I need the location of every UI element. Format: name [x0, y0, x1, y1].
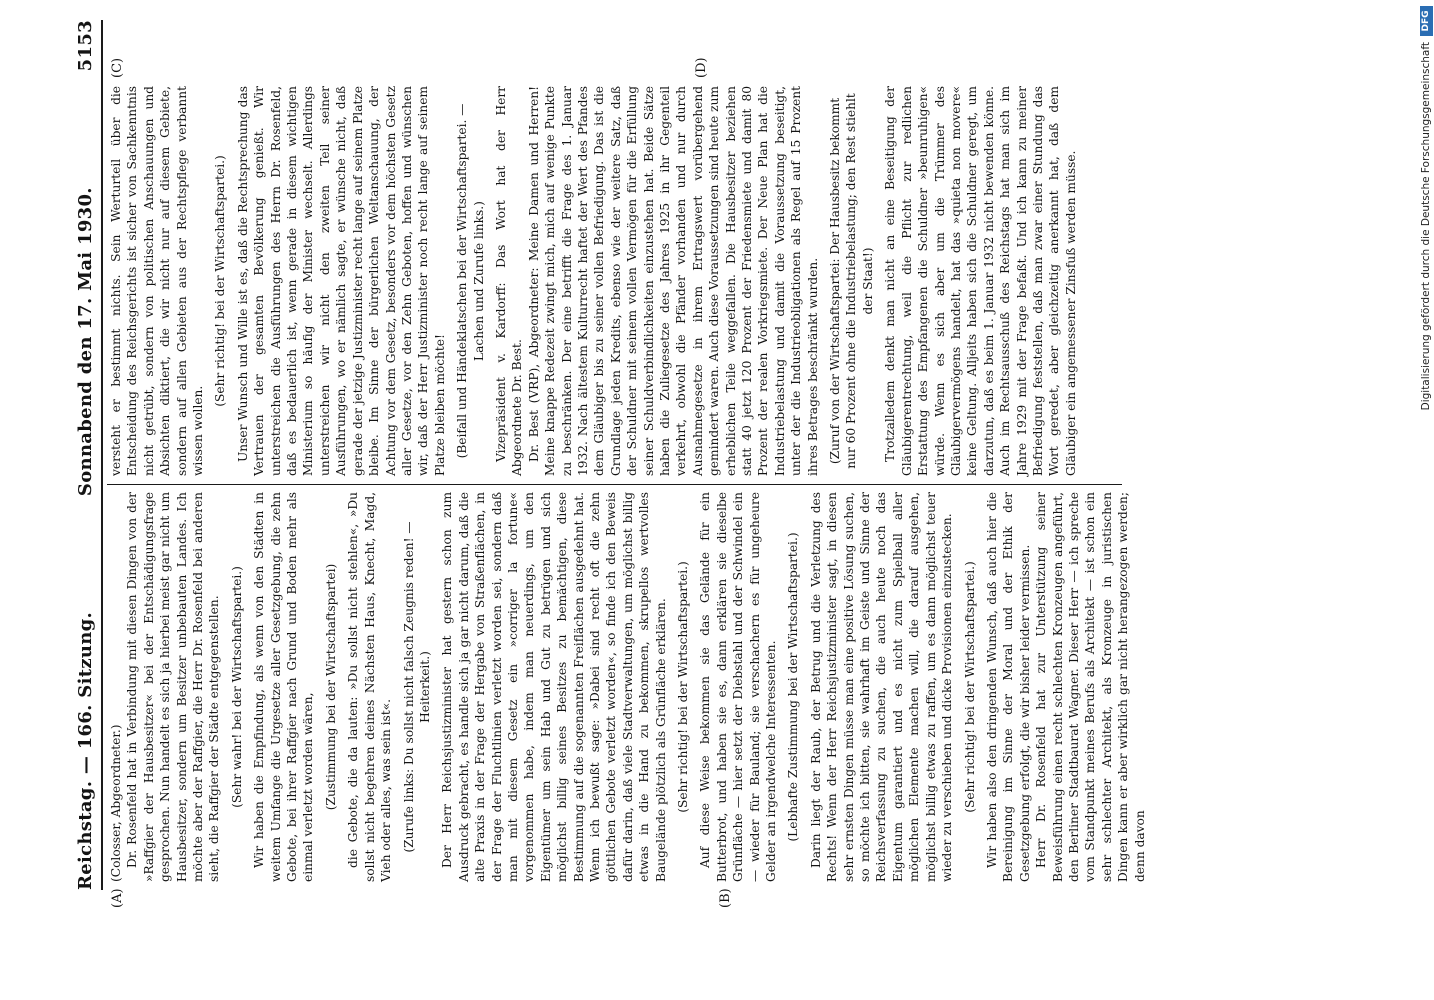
header-rule: [101, 20, 103, 890]
interjection: (Sehr richtig! bei der Wirtschaftspartei.): [676, 561, 690, 813]
margin-marker-d: (D): [694, 57, 709, 78]
page-number: 5153: [74, 20, 96, 72]
paragraph: Auf diese Weise bekommen sie das Gelände für ein Butterbrot, und haben sie es, dann erklären sie dieselbe Grünfläche — hier setzt der Diebstahl und der Schwindel ein — wieder für Bauland; sie verschachern es für ungeheure Gelder an irgendwelche Interessenten.: [698, 492, 779, 882]
interjection: (Sehr richtig! bei der Wirtschaftspartei.): [213, 155, 228, 407]
interjection: (Sehr richtig! bei der Wirtschaftspartei.): [962, 561, 977, 813]
left-text-column: [108, 492, 1147, 882]
interjection: (Sehr wahr! bei der Wirtschaftspartei.): [229, 566, 244, 808]
dfg-logo: DFG: [1420, 6, 1433, 36]
paragraph: Dr. Best (VRP), Abgeordneter: Meine Damen und Herren! Meine knappe Redezeit zwingt mich, mich auf wenige Punkte zu beschränken. Der eine betrifft die Frage des 1. Januar 1932. Nach ältestem Kulturrecht haftet der Wert des Pfandes dem Gläubiger bis zu seiner vollen Befriedigung. Das ist die Grundlage jeden Kredits, ebenso wie der weitere Satz, daß der Schuldner mit seinem vollen Vermögen für die Erfüllung seiner Schuldverbindlichkeiten einzustehen hat. Beide Sätze haben die Zuliegesetze des Jahres 1925 in ihr Gegenteil verkehrt, obwohl die Pfänder vorhanden und nur durch Ausnahmegesetze in ihrem Ertragswert vorübergehend gemindert waren. Auch diese Voraussetzungen sind heute zum erheblichen Teile weggefallen. Die Hausbesitzer beziehen statt 40 jetzt 120 Prozent der Friedensmiete und damit 80 Prozent der realen Vorkriegsmiete. Der Neue Plan hat die Industriebelastung und damit die Voraussetzung beseitigt, unter der die Industrieobligationen als Regel auf 15 Prozent ihres Betrages beschränkt wurden.: [526, 86, 820, 476]
right-text-column: [108, 86, 1122, 476]
interjection: (Zuruf von der Wirtschaftspartei: Der Hausbesitz bekommt nur 60 Prozent ohne die Industriebelastung; den Rest stiehlt der Staat!): [828, 93, 875, 469]
interjection: (Lebhafte Zustimmung bei der Wirtschaftspartei.): [786, 532, 801, 842]
column-divider: [107, 484, 1122, 485]
paragraph: Wir haben die Empfindung, als wenn von den Städten in weitem Umfange die Urgesetze aller Gesetzgebung, die zehn Gebote, bei ihrer Raffgier nach Grund und Boden mehr als einmal verletzt worden wären,: [252, 492, 316, 882]
margin-marker-c: (C): [110, 57, 125, 78]
page-header: [70, 20, 100, 890]
credit-text: Digitalisierung gefördert durch die Deutsche Forschungsgemeinschaft: [1420, 42, 1432, 411]
paragraph: versteht er bestimmt nichts. Sein Werturteil über die Entscheidung des Reichsgerichts ist sicher von Sachkenntnis nicht getrübt, sondern von politischen Anschauungen und Absichten diktiert, die wir nicht nur auf diesem Gebiete, sondern auf allen Gebieten aus der Rechtspflege verbannt wissen wollen.: [109, 86, 206, 476]
paragraph: (Colosser, Abgeordneter.): [109, 724, 123, 882]
paragraph: Dr. Rosenfeld hat in Verbindung mit diesen Dingen von der »Raffgier der Hausbesitzer« bei der Entschädigungsfrage gesprochen. Nun handelt es sich ja hierbei meist gar nicht um Hausbesitzer, sondern um Besitzer unbebauten Landes. Ich möchte aber der Raffgier, die Herr Dr. Rosenfeld bei anderen sieht, die Raffgier der Städte entgegenstellen.: [125, 492, 222, 882]
header-session: Reichstag. — 166. Sitzung.: [74, 611, 96, 890]
header-date: Sonnabend den 17. Mai 1930.: [74, 187, 96, 497]
interjection: (Zurufe links: Du sollst nicht falsch Zeugnis reden! — Heiterkeit.): [401, 521, 432, 853]
paragraph: Trotzalledem denkt man nicht an eine Beseitigung der Gläubigerentrechtung, weil die Pflicht zur redlichen Erstattung des Empfangenen die Schuldner »beunruhigen« würde. Wenn es sich aber um die Trümmer des Gläubigervermögens handelt, hat das »quieta non movere« keine Geltung. Alljeits haben sich die Schuldner geregt, um darzutun, daß es beim 1. Januar 1932 nicht bewenden könne. Auch im Rechtsausschuß des Reichstags hat man sich im Jahre 1929 mit der Frage befaßt. Und ich kann zu meiner Befriedigung feststellen, daß man zwar einer Stundung das Wort geredet, aber gleichzeitig anerkannt hat, daß dem Gläubiger ein angemessener Zinsfuß werden müsse.: [883, 86, 1078, 476]
paragraph: Unser Wunsch und Wille ist es, daß die Rechtsprechung das Vertrauen der gesamten Bevölkerung genießt. Wir unterstreichen die Ausführungen des Herrn Dr. Rosenfeld, daß es bedauerlich ist, wenn gerade in diesem wichtigen Ministerium so häufig der Minister wechselt. Allerdings unterstreichen wir nicht den zweiten Teil seiner Ausführungen, wo er nämlich sagte, er wünsche nicht, daß gerade der jetzige Justizminister recht lange auf seinem Platze bleibe. Im Sinne der bürgerlichen Weltanschauung, der Achtung vor dem Gesetz, besonders vor dem höchsten Gesetz aller Gesetze, vor den Zehn Geboten, hoffen und wünschen wir, daß der Herr Justizminister noch recht lange auf seinem Platze bleiben möchte!: [235, 86, 447, 476]
digitization-credit: [1418, 6, 1434, 996]
paragraph: Der Herr Reichsjustizminister hat gestern schon zum Ausdruck gebracht, es handle sich ja gar nicht darum, daß die alte Praxis in der Frage der Hergabe von Straßenflächen, in der Frage der Fluchtlinien verletzt worden sei, sondern daß man mit diesem Gesetz ein »corriger la fortune« vorgenommen habe, indem man neuerdings, um den Eigentümer um sein Hab und Gut zu betrügen und sich möglichst billig seines Besitzes zu bemächtigen, diese Bestimmung auf die sogenannten Freiflächen ausgedehnt hat. Wenn ich bewußt sage: »Dabei sind recht oft die zehn göttlichen Gebote verletzt worden«, so finde ich den Beweis dafür darin, daß viele Stadtverwaltungen, um möglichst billig etwas in die Hand zu bekommen, skrupellos wertvolles Baugelände plötzlich als Grünfläche erklären.: [440, 492, 668, 882]
paragraph: die Gebote, die da lauten: »Du sollst nicht stehlen«, »Du sollst nicht begehren deines Nächsten Haus, Knecht, Magd, Vieh oder alles, was sein ist«.: [346, 492, 394, 882]
paragraph: Vizepräsident v. Kardorff: Das Wort hat der Herr Abgeordnete Dr. Best.: [493, 86, 525, 476]
paragraph: Wir haben also den dringenden Wunsch, daß auch hier die Bereinigung im Sinne der Moral und der Ethik der Gesetzgebung erfolgt, die wir bisher leider vermissen.: [984, 492, 1032, 882]
paragraph: Herr Dr. Rosenfeld hat zur Unterstützung seiner Beweisführung einen recht schlechten Kronzeugen angeführt, den Berliner Stadtbaurat Wagner. Dieser Herr — ich spreche vom Standpunkt meines Berufs als Architekt — ist schon ein sehr schlechter Architekt, als Kronzeuge in juristischen Dingen kann er aber wirklich gar nicht herangezogen werden; denn davon: [1034, 492, 1147, 882]
paragraph: Darin liegt der Raub, der Betrug und die Verletzung des Rechts! Wenn der Herr Reichsjustizminister sagt, in diesen sehr ernsten Dingen müsse man eine positive Lösung suchen, so möchte ich bitten, sie wahrhaft im Geiste und Sinne der Reichsverfassung zu suchen, die auch heute noch das Eigentum garantiert und es nicht zum Spielball aller möglichen Elemente machen will, die darauf ausgehen, möglichst billig etwas zu raffen, um es dann möglichst teuer wieder zu verschieben und dicke Provisionen einzustecken.: [808, 492, 955, 882]
interjection: (Zustimmung bei der Wirtschaftspartei): [323, 563, 338, 811]
margin-marker-a: (A): [110, 888, 125, 908]
margin-marker-b: (B): [718, 888, 733, 908]
interjection: (Beifall und Händeklatschen bei der Wirtschaftspartei. — Lachen und Zurufe links.): [455, 103, 486, 459]
